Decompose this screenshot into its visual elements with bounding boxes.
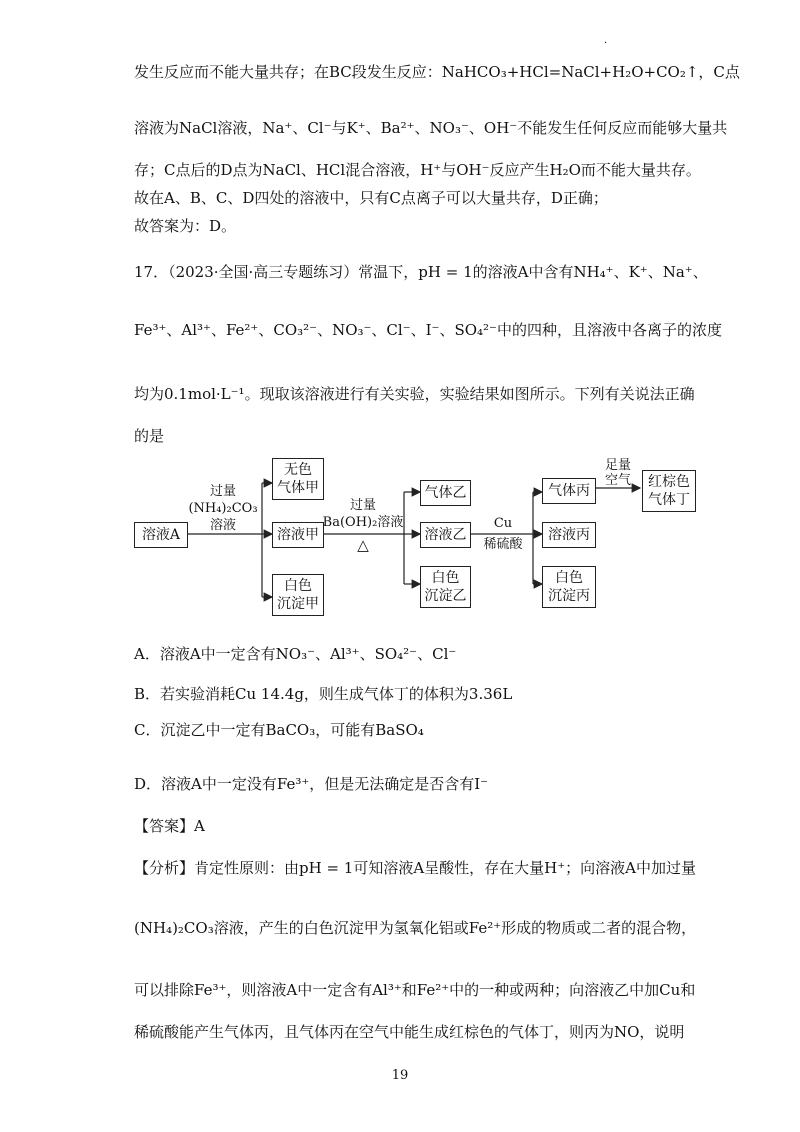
step2-label-2: Ba(OH)₂溶液 bbox=[322, 515, 404, 530]
white-precipitate-yi-box: 白色 沉淀乙 bbox=[420, 566, 471, 608]
white-precipitate-jia-box: 白色 沉淀甲 bbox=[272, 574, 324, 616]
question-17-line-4: 的是 bbox=[134, 427, 165, 445]
option-b: B．若实验消耗Cu 14.4g，则生成气体丁的体积为3.36L bbox=[134, 685, 513, 703]
text-line-1: 发生反应而不能大量共存；在BC段发生反应：NaHCO₃+HCl=NaCl+H₂O+CO₂↑，C点 bbox=[134, 63, 740, 81]
step4-label-2: 空气 bbox=[604, 473, 631, 488]
stray-dot: · bbox=[604, 38, 608, 49]
text-line-3: 存；C点后的D点为NaCl、HCl混合溶液，H⁺与OH⁻反应产生H₂O而不能大量共存。 bbox=[134, 161, 701, 179]
option-a: A．溶液A中一定含有NO₃⁻、Al³⁺、SO₄²⁻、Cl⁻ bbox=[134, 645, 457, 663]
step3-label-1: Cu bbox=[493, 516, 513, 531]
option-d: D．溶液A中一定没有Fe³⁺，但是无法确定是否含有I⁻ bbox=[134, 775, 489, 793]
question-17-line-1: 17．（2023·全国·高三专题练习）常温下，pH = 1的溶液A中含有NH₄⁺、K⁺、Na⁺、 bbox=[134, 263, 708, 281]
question-17-line-3: 均为0.1mol·L⁻¹。现取该溶液进行有关实验，实验结果如图所示。下列有关说法正确 bbox=[134, 385, 695, 403]
step2-label-1: 过量 bbox=[349, 498, 376, 513]
step1-label-3: 溶液 bbox=[209, 518, 236, 533]
solution-yi-box: 溶液乙 bbox=[420, 522, 471, 548]
analysis-line-4: 稀硫酸能产生气体丙，且气体丙在空气中能生成红棕色的气体丁，则丙为NO，说明 bbox=[134, 1023, 685, 1041]
answer-line: 【答案】A bbox=[134, 817, 205, 835]
analysis-line-3: 可以排除Fe³⁺，则溶液A中一定含有Al³⁺和Fe²⁺中的一种或两种；向溶液乙中加Cu和 bbox=[134, 981, 696, 999]
text-line-4: 故在A、B、C、D四处的溶液中，只有C点离子可以大量共存，D正确； bbox=[134, 189, 608, 207]
white-precipitate-bing-box: 白色 沉淀丙 bbox=[542, 566, 596, 608]
gas-yi-box: 气体乙 bbox=[420, 480, 471, 506]
text-line-5: 故答案为：D。 bbox=[134, 217, 237, 235]
question-17-line-2: Fe³⁺、Al³⁺、Fe²⁺、CO₃²⁻、NO₃⁻、Cl⁻、I⁻、SO₄²⁻中的四种，且溶液中各离子的浓度 bbox=[134, 321, 722, 339]
red-brown-gas-ding-box: 红棕色 气体丁 bbox=[642, 470, 696, 512]
step1-label-1: 过量 bbox=[209, 484, 236, 499]
page-number: 19 bbox=[391, 1068, 409, 1083]
step4-label-1: 足量 bbox=[604, 458, 631, 473]
solution-a-box: 溶液A bbox=[134, 522, 188, 548]
step3-label-2: 稀硫酸 bbox=[483, 537, 523, 552]
analysis-line-2: (NH₄)₂CO₃溶液，产生的白色沉淀甲为氢氧化铝或Fe²⁺形成的物质或二者的混合物， bbox=[134, 919, 697, 937]
option-c: C．沉淀乙中一定有BaCO₃，可能有BaSO₄ bbox=[134, 721, 424, 739]
colorless-gas-jia-box: 无色 气体甲 bbox=[272, 458, 324, 500]
gas-bing-box: 气体丙 bbox=[542, 478, 596, 504]
text-line-2: 溶液为NaCl溶液，Na⁺、Cl⁻与K⁺、Ba²⁺、NO₃⁻、OH⁻不能发生任何反应而能够大量共 bbox=[134, 119, 728, 137]
solution-jia-box: 溶液甲 bbox=[272, 522, 324, 548]
step2-heat-symbol: △ bbox=[357, 536, 369, 554]
analysis-line-1: 【分析】肯定性原则：由pH = 1可知溶液A呈酸性，存在大量H⁺；向溶液A中加过量 bbox=[134, 859, 696, 877]
step1-label-2: (NH₄)₂CO₃ bbox=[188, 501, 258, 516]
solution-bing-box: 溶液丙 bbox=[542, 522, 596, 548]
